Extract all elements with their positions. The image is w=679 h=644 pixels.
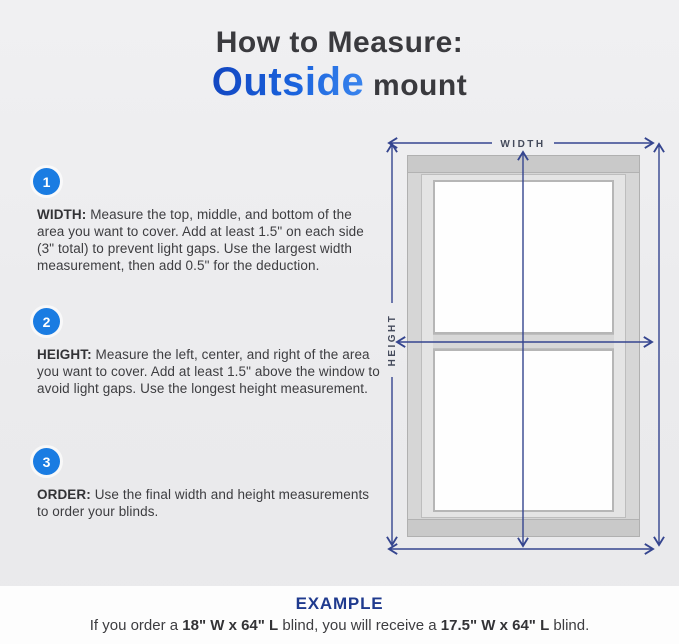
step-order bbox=[33, 448, 381, 520]
step-3-text bbox=[37, 486, 381, 520]
example-prefix: If you order a bbox=[89, 617, 183, 634]
width-label: WIDTH bbox=[500, 139, 546, 150]
step-width bbox=[33, 168, 381, 274]
height-label: HEIGHT bbox=[387, 313, 398, 367]
example-suffix: blind. bbox=[549, 617, 590, 634]
step-3-body: Use the final width and height measurements to order your blinds. bbox=[37, 487, 370, 519]
step-1-label: WIDTH: bbox=[37, 207, 87, 222]
example-heading: EXAMPLE bbox=[295, 594, 384, 613]
step-1-badge: 1 bbox=[33, 168, 60, 195]
example-middle: blind, you will receive a bbox=[278, 617, 441, 634]
step-2-body: Measure the left, center, and right of the area you want to cover. Add at least 1.5" above the window to avoid light gaps. Use the longest height measurement. bbox=[37, 347, 380, 396]
example-received-size: 17.5" W x 64" L bbox=[440, 617, 550, 634]
title-highlight-outside: Outside bbox=[211, 60, 365, 104]
step-3-label: ORDER: bbox=[37, 487, 91, 502]
step-2-badge: 2 bbox=[33, 308, 60, 335]
step-1-text bbox=[37, 206, 381, 274]
example-section bbox=[0, 586, 679, 644]
example-ordered-size: 18" W x 64" L bbox=[182, 617, 279, 634]
title-block bbox=[0, 26, 679, 104]
window-diagram bbox=[375, 130, 679, 570]
page-title: How to Measure: bbox=[215, 26, 464, 59]
example-text bbox=[0, 617, 679, 634]
step-1-body: Measure the top, middle, and bottom of the area you want to cover. Add at least 1.5" on each side (3" total) to prevent light gaps. Use the largest width measurement, then add 0.5" for the deduction. bbox=[37, 207, 364, 273]
step-height bbox=[33, 308, 381, 397]
measurement-arrows bbox=[375, 130, 679, 570]
title-mount: mount bbox=[364, 69, 468, 102]
step-2-label: HEIGHT: bbox=[37, 347, 92, 362]
step-2-text bbox=[37, 346, 381, 397]
page-subtitle bbox=[0, 60, 679, 104]
step-3-badge: 3 bbox=[33, 448, 60, 475]
